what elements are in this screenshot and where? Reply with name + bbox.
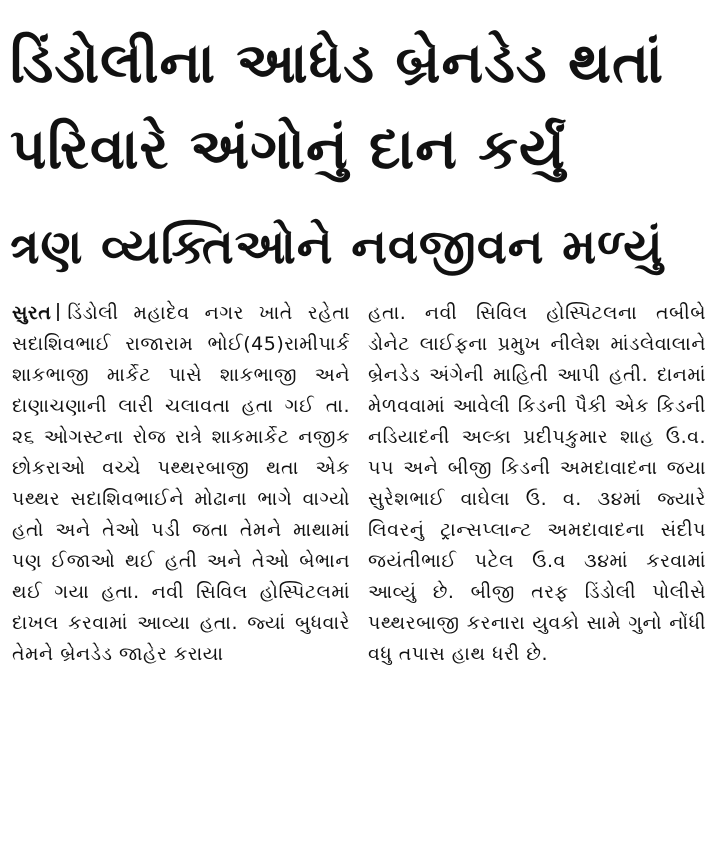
headline-line-2: પરિવારે અંગોનું દાન કર્યું — [10, 117, 566, 182]
article-left-paragraph — [12, 298, 350, 670]
right-column-text: હતા. નવી સિવિલ હોસ્પિટલના તબીબે ડોનેટ લાઈફના પ્રમુખ નીલેશ માંડલેવાલાને બ્રેનડેડ અંગેની માહિતી આપી હતી. દાનમાં મેળવવામાં આવેલી કિડની પૈકી એક કિડની નડિયાદની અલ્કા પ્રદીપકુમાર શાહ ઉ.વ. ૫૫ અને બીજી કિડની અમદાવાદના જયા સુરેશભાઈ વાઘેલા ઉ. વ. ૩૪માં જ્યારે લિવરનું ટ્રાન્સપ્લાન્ટ અમદાવાદના સંદીપ જયંતીભાઈ પટેલ ઉ.વ ૩૪માં કરવામાં આવ્યું છે. બીજી તરફ ડિંડોલી પોલીસે પથ્થરબાજી કરનારા યુવકો સામે ગુનો નોંધી વધુ તપાસ હાથ ધરી છે. — [368, 302, 706, 665]
headline-line-1: ડિંડોલીના આધેડ બ્રેનડેડ થતાં — [10, 31, 664, 96]
left-column-text: ડિંડોલી મહાદેવ નગર ખાતે રહેતા સદાશિવભાઈ રાજારામ ભોઈ(45)રામીપાર્ક શાકભાજી માર્કેટ પાસે શાકભાજી અને દાણાચણાની લારી ચલાવતા હતા ગઈ તા. ૨૬ ઓગસ્ટના રોજ રાત્રે શાકમાર્કેટ નજીક છોકરાઓ વચ્ચે પથ્થરબાજી થતા એક પથ્થર સદાશિવભાઈને મોઢાના ભાગે વાગ્યો હતો અને તેઓ પડી જતા તેમને માથામાં પણ ઈજાઓ થઈ હતી અને તેઓ બેભાન થઈ ગયા હતા. નવી સિવિલ હોસ્પિટલમાં દાખલ કરવામાં આવ્યા હતા. જ્યાં બુધવારે તેમને બ્રેનડેડ જાહેર કરાયા — [12, 302, 350, 665]
dateline-separator — [57, 303, 59, 321]
dateline: સુરત — [12, 302, 52, 324]
article-right-column — [368, 298, 706, 670]
article-left-column — [12, 298, 350, 670]
headline-line-3: ત્રણ વ્યક્તિઓને નવજીવન મળ્યું — [10, 219, 664, 275]
